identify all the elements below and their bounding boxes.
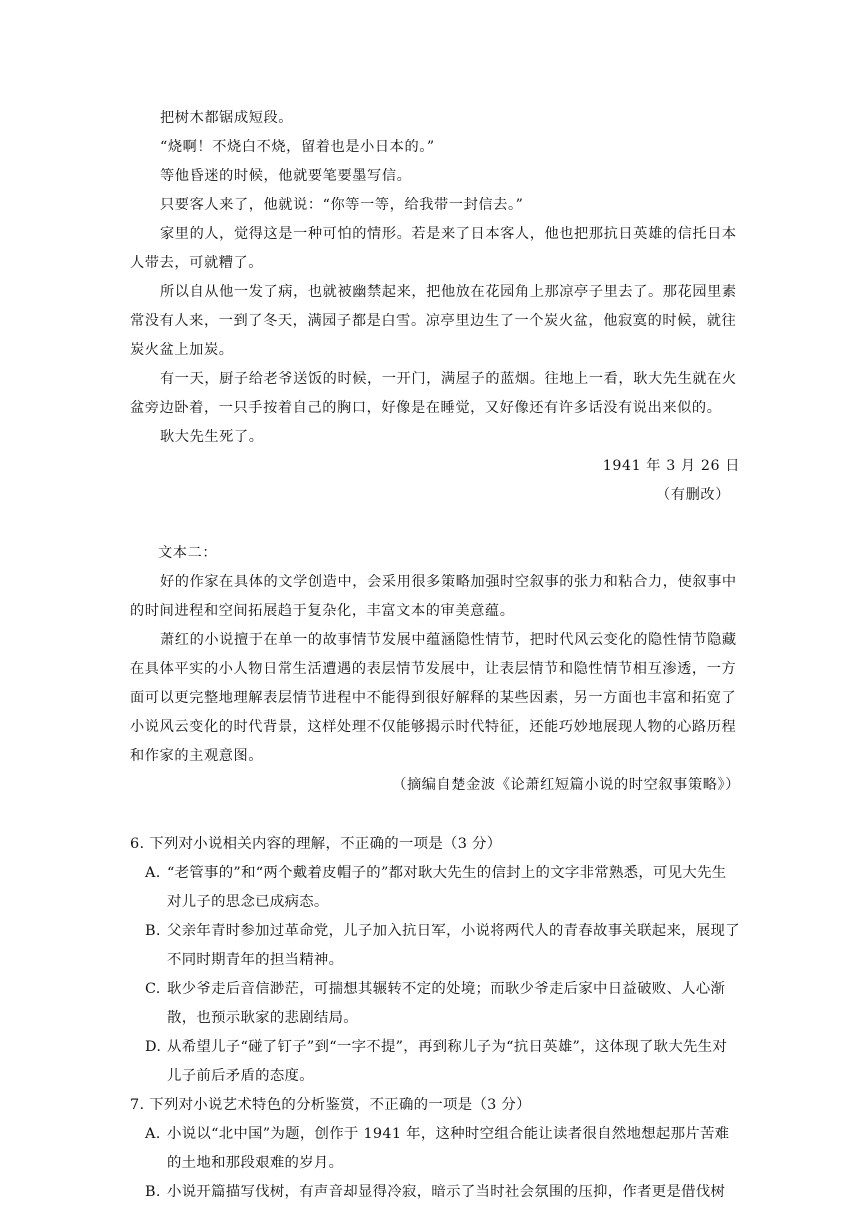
option-label: A. bbox=[145, 865, 161, 881]
option-text: 父亲年青时参加过革命党，儿子加入抗日军，小说将两代人的青春故事关联起来，展现了不同时期青年的担当精神。 bbox=[167, 923, 740, 968]
text2-source: （摘编自楚金波《论萧红短篇小说的时空叙事策略》） bbox=[392, 777, 740, 793]
option-text: 从希望儿子“碰了钉子”到“一字不提”，再到称儿子为“抗日英雄”，这体现了耿大先生对儿子前后矛盾的态度。 bbox=[167, 1039, 728, 1084]
question-6-option-b bbox=[145, 917, 740, 975]
option-label: B. bbox=[145, 923, 161, 939]
text1-line-8: 耿大先生死了。 bbox=[160, 429, 264, 445]
option-text: “老管事的”和“两个戴着皮帽子的”都对耿大先生的信封上的文字非常熟悉，可见大先生对儿子的思念已成病态。 bbox=[167, 865, 727, 910]
question-7-stem: 7. 下列对小说艺术特色的分析鉴赏，不正确的一项是（3 分） bbox=[130, 1097, 531, 1113]
text1-line-1: 把树木都锯成短段。 bbox=[160, 110, 294, 126]
text1-paragraph-7: 有一天，厨子给老爷送饭的时候，一开门，满屋子的蓝烟。往地上一看，耿大先生就在火盆旁边卧着，一只手按着自己的胸口，好像是在睡觉，又好像还有许多话没有说出来似的。 bbox=[130, 371, 737, 416]
question-6-stem: 6. 下列对小说相关内容的理解，不正确的一项是（3 分） bbox=[130, 836, 502, 852]
option-text: 耿少爷走后音信渺茫，可揣想其辗转不定的处境；而耿少爷走后家中日益破败、人心渐散，也预示耿家的悲剧结局。 bbox=[167, 981, 726, 1026]
text2-heading: 文本二： bbox=[158, 545, 218, 561]
text2-paragraph-2: 萧红的小说擅于在单一的故事情节发展中蕴涵隐性情节，把时代风云变化的隐性情节隐藏在具体平实的小人物日常生活遭遇的表层情节发展中，让表层情节和隐性情节相互渗透，一方面可以更完整地理解表层情节进程中不能得到很好解释的某些因素，另一方面也丰富和拓宽了小说风云变化的时代背景，这样处理不仅能够揭示时代特征，还能巧妙地展现人物的心路历程和作家的主观意图。 bbox=[130, 632, 737, 764]
question-6-option-d bbox=[145, 1033, 740, 1091]
question-7-option-a bbox=[145, 1120, 740, 1178]
option-text: 小说开篇描写伐树，有声音却显得冷寂，暗示了当时社会氛围的压抑，作者更是借伐树 bbox=[167, 1184, 726, 1200]
option-label: A. bbox=[145, 1126, 161, 1142]
text1-line-2: “烧啊！不烧白不烧，留着也是小日本的。” bbox=[160, 139, 435, 155]
text1-paragraph-5: 家里的人，觉得这是一种可怕的情形。若是来了日本客人，他也把那抗日英雄的信托日本人带去，可就糟了。 bbox=[130, 226, 737, 271]
text2-paragraph-1: 好的作家在具体的文学创造中，会采用很多策略加强时空叙事的张力和粘合力，使叙事中的时间进程和空间拓展趋于复杂化，丰富文本的审美意蕴。 bbox=[130, 574, 737, 619]
text1-line-4: 只要客人来了，他就说：“你等一等，给我带一封信去。” bbox=[160, 197, 524, 213]
text1-paragraph-6: 所以自从他一发了病，也就被幽禁起来，把他放在花园角上那凉亭子里去了。那花园里素常没有人来，一到了冬天，满园子都是白雪。凉亭里边生了一个炭火盆，他寂寞的时候，就往炭火盆上加炭。 bbox=[130, 284, 737, 358]
option-label: B. bbox=[145, 1184, 161, 1200]
text1-line-3: 等他昏迷的时候，他就要笔要墨写信。 bbox=[160, 168, 412, 184]
option-label: C. bbox=[145, 981, 161, 997]
text1-note: （有删改） bbox=[656, 487, 730, 503]
option-label: D. bbox=[145, 1039, 162, 1055]
question-6-option-c bbox=[145, 975, 740, 1033]
option-text: 小说以“北中国”为题，创作于 1941 年，这种时空组合能让读者很自然地想起那片苦难的土地和那段艰难的岁月。 bbox=[167, 1126, 730, 1171]
question-6-option-a bbox=[145, 859, 740, 917]
text1-date: 1941 年 3 月 26 日 bbox=[602, 458, 740, 474]
question-7-option-b bbox=[145, 1178, 740, 1207]
